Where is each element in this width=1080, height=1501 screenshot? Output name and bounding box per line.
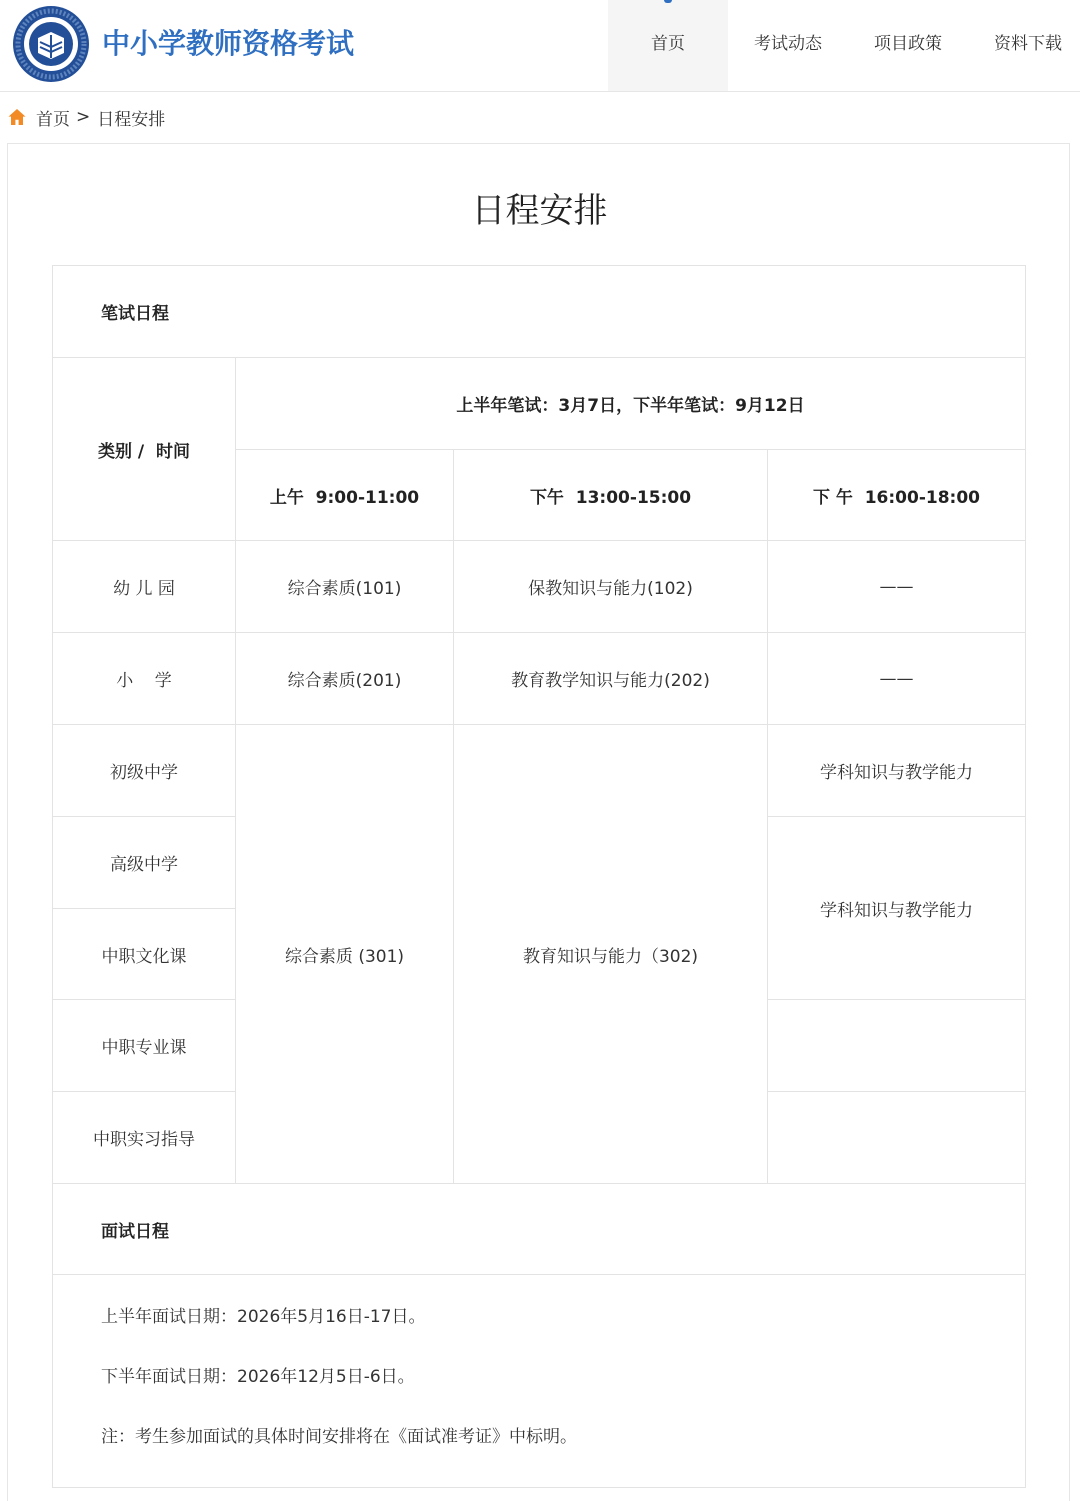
category-vocational-culture: 中职文化课 — [53, 909, 236, 1000]
teacher-exam-emblem-icon[interactable] — [12, 5, 90, 83]
table-row — [53, 358, 1026, 450]
category-time-header: 类别 / 时间 — [53, 358, 236, 541]
no-exam-dash: —— — [768, 541, 1026, 633]
breadcrumb-separator: > — [76, 107, 91, 127]
table-row — [53, 541, 1026, 633]
category-vocational-major: 中职专业课 — [53, 1000, 236, 1092]
nav-item-exam-news[interactable] — [728, 0, 848, 91]
empty-cell — [768, 1092, 1026, 1184]
subject-cell-merged: 综合素质 (301) — [236, 725, 454, 1184]
subject-cell: 学科知识与教学能力 — [768, 725, 1026, 817]
breadcrumb — [8, 105, 165, 129]
table-row — [53, 1184, 1026, 1275]
subject-cell-merged: 学科知识与教学能力 — [768, 817, 1026, 1000]
breadcrumb-home-link[interactable]: 首页 — [36, 109, 70, 130]
category-vocational-practice: 中职实习指导 — [53, 1092, 236, 1184]
category-junior-high: 初级中学 — [53, 725, 236, 817]
active-nav-indicator — [664, 0, 672, 3]
session-morning-header: 上午 9:00-11:00 — [236, 450, 454, 541]
subject-cell: 综合素质(201) — [236, 633, 454, 725]
interview-notes-cell — [53, 1275, 1026, 1488]
table-row — [53, 725, 1026, 817]
table-row — [53, 1275, 1026, 1488]
interview-date-second-half: 下半年面试日期：2026年12月5日-6日。 — [101, 1367, 415, 1387]
schedule-table — [52, 265, 1026, 1488]
subject-cell: 保教知识与能力(102) — [454, 541, 768, 633]
table-row — [53, 266, 1026, 358]
category-kindergarten: 幼 儿 园 — [53, 541, 236, 633]
table-row — [53, 633, 1026, 725]
nav-item-label: 考试动态 — [754, 34, 822, 54]
subject-cell: 教育教学知识与能力(202) — [454, 633, 768, 725]
home-icon[interactable] — [8, 108, 26, 126]
content-panel — [7, 143, 1070, 1501]
nav-item-label: 资料下载 — [994, 34, 1062, 54]
interview-schedule-title: 面试日程 — [53, 1184, 1026, 1275]
subject-cell-merged: 教育知识与能力（302) — [454, 725, 768, 1184]
site-title[interactable]: 中小学教师资格考试 — [102, 27, 355, 60]
nav-item-downloads[interactable] — [968, 0, 1080, 91]
nav-item-label: 首页 — [651, 34, 685, 54]
category-primary: 小 学 — [53, 633, 236, 725]
session-afternoon-header: 下午 13:00-15:00 — [454, 450, 768, 541]
written-schedule-title: 笔试日程 — [53, 266, 1026, 358]
page-title: 日程安排 — [471, 191, 608, 231]
nav-item-home[interactable] — [608, 0, 728, 91]
category-senior-high: 高级中学 — [53, 817, 236, 909]
breadcrumb-current: 日程安排 — [97, 109, 166, 130]
session-late-afternoon-header: 下 午 16:00-18:00 — [768, 450, 1026, 541]
site-header — [0, 0, 1080, 92]
interview-note: 注：考生参加面试的具体时间安排将在《面试准考证》中标明。 — [101, 1427, 577, 1447]
empty-cell — [768, 1000, 1026, 1092]
subject-cell: 综合素质(101) — [236, 541, 454, 633]
nav-item-policy[interactable] — [848, 0, 968, 91]
main-nav — [608, 0, 1080, 91]
no-exam-dash: —— — [768, 633, 1026, 725]
interview-date-first-half: 上半年面试日期：2026年5月16日-17日。 — [101, 1307, 426, 1327]
nav-item-label: 项目政策 — [874, 34, 942, 54]
written-exam-dates-header: 上半年笔试：3月7日，下半年笔试：9月12日 — [236, 358, 1026, 450]
